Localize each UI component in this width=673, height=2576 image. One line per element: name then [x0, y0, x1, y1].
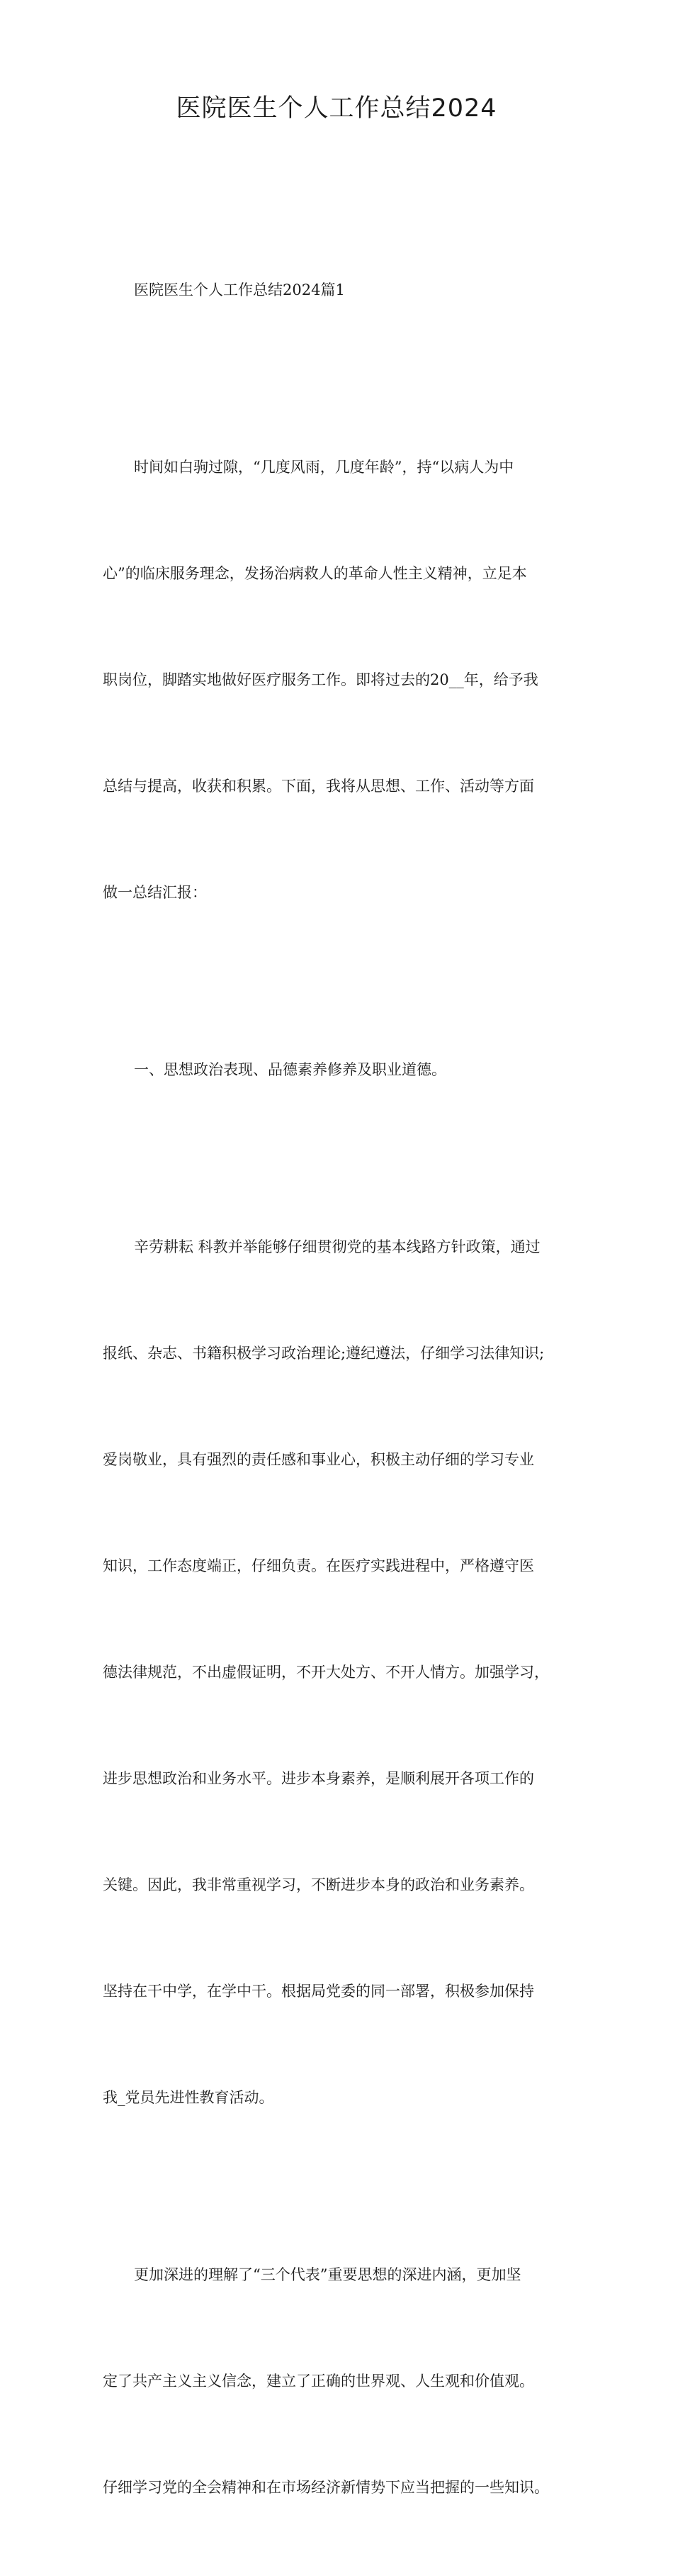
paragraph-understanding [103, 2186, 584, 2576]
text-line: 时间如白驹过隙，“几度风雨，几度年龄”，持“以病人为中 [134, 459, 514, 476]
section-heading-part1 [103, 201, 584, 379]
paragraph-intro [103, 379, 584, 981]
text-line: 报纸、杂志、书籍积极学习政治理论;遵纪遵法，仔细学习法律知识; [103, 1345, 545, 1362]
document-title: 医院医生个人工作总结2024 [176, 94, 497, 123]
document-body [103, 201, 584, 2576]
text-line: 坚持在干中学，在学中干。根据局党委的同一部署，积极参加保持 [103, 1983, 534, 2000]
text-line: 医院医生个人工作总结2024篇1 [134, 281, 345, 298]
text-line: 德法律规范，不出虚假证明，不开大处方、不开人情方。加强学习， [103, 1664, 549, 1681]
text-line: 更加深进的理解了“三个代表”重要思想的深进内涵，更加坚 [134, 2266, 521, 2283]
text-line: 职岗位，脚踏实地做好医疗服务工作。即将过去的20__年，给予我 [103, 671, 538, 688]
text-line: 心”的临床服务理念，发扬治病救人的革命人性主义精神，立足本 [103, 565, 527, 582]
text-line: 定了共产主义主义信念，建立了正确的世界观、人生观和价值观。 [103, 2373, 534, 2390]
text-line: 进步思想政治和业务水平。进步本身素养，是顺利展开各项工作的 [103, 1770, 534, 1787]
text-line: 仔细学习党的全会精神和在市场经济新情势下应当把握的一些知识。 [103, 2479, 549, 2496]
text-line: 辛劳耕耘 科教并举能够仔细贯彻党的基本线路方针政策，通过 [134, 1238, 541, 1255]
section-heading-1 [103, 981, 584, 1158]
paragraph-politics [103, 1158, 584, 2186]
text-line: 总结与提高，收获和积累。下面，我将从思想、工作、活动等方面 [103, 778, 534, 795]
text-line: 爱岗敬业，具有强烈的责任感和事业心，积极主动仔细的学习专业 [103, 1451, 534, 1468]
text-line: 做一总结汇报： [103, 884, 207, 901]
text-line: 知识，工作态度端正，仔细负责。在医疗实践进程中，严格遵守医 [103, 1557, 534, 1574]
text-line: 我_党员先进性教育活动。 [103, 2089, 274, 2106]
text-line: 关键。因此，我非常重视学习，不断进步本身的政治和业务素养。 [103, 1876, 534, 1893]
text-line: 一、思想政治表现、品德素养修养及职业道德。 [134, 1061, 446, 1078]
